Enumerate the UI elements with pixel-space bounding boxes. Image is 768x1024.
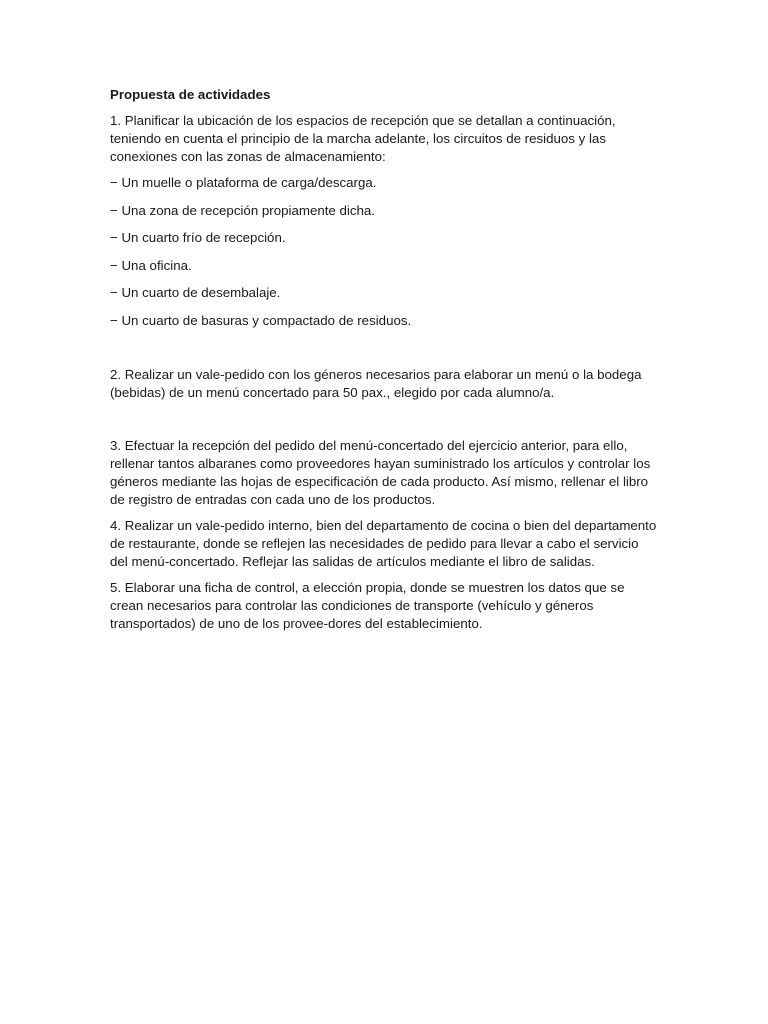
document-body	[110, 86, 658, 641]
activity-3: 3. Efectuar la recepción del pedido del menú-concertado del ejercicio anterior, para ello, rellenar tantos albaranes como proveedores hayan suministrado los artículos y controlar los géneros mediante las hojas de especificación de cada producto. Así mismo, rellenar el libro de registro de entradas con cada uno de los productos.	[110, 438, 651, 507]
activity-1-item: − Un cuarto de desembalaje.	[110, 285, 281, 300]
document-title: Propuesta de actividades	[110, 87, 271, 102]
activity-4: 4. Realizar un vale-pedido interno, bien del departamento de cocina o bien del departamento de restaurante, donde se reflejen las necesidades de pedido para llevar a cabo el servicio del menú-concertado. Reflejar las salidas de artículos mediante el libro de salidas.	[110, 518, 657, 569]
activity-1-item: − Una oficina.	[110, 257, 192, 273]
paragraph-gap	[110, 410, 658, 437]
activity-5: 5. Elaborar una ficha de control, a elección propia, donde se muestren los datos que se crean necesarios para controlar las condiciones de transporte (vehículo y géneros transportados) de uno de los provee-dores del establecimiento.	[110, 580, 625, 631]
activity-1-item: − Una zona de recepción propiamente dicha.	[110, 202, 376, 218]
activity-1-item: − Un cuarto frío de recepción.	[110, 230, 286, 245]
activity-1-item: − Un muelle o plataforma de carga/descarga.	[110, 175, 377, 190]
activity-2: 2. Realizar un vale-pedido con los géneros necesarios para elaborar un menú o la bodega (bebidas) de un menú concertado para 50 pax., elegido por cada alumno/a.	[110, 367, 642, 400]
paragraph-gap	[110, 339, 658, 366]
activity-1-intro: 1. Planificar la ubicación de los espacios de recepción que se detallan a continuación, teniendo en cuenta el principio de la marcha adelante, los circuitos de residuos y las conexiones con las zonas de almacenamiento:	[110, 113, 616, 164]
activity-1-item: − Un cuarto de basuras y compactado de residuos.	[110, 312, 412, 328]
